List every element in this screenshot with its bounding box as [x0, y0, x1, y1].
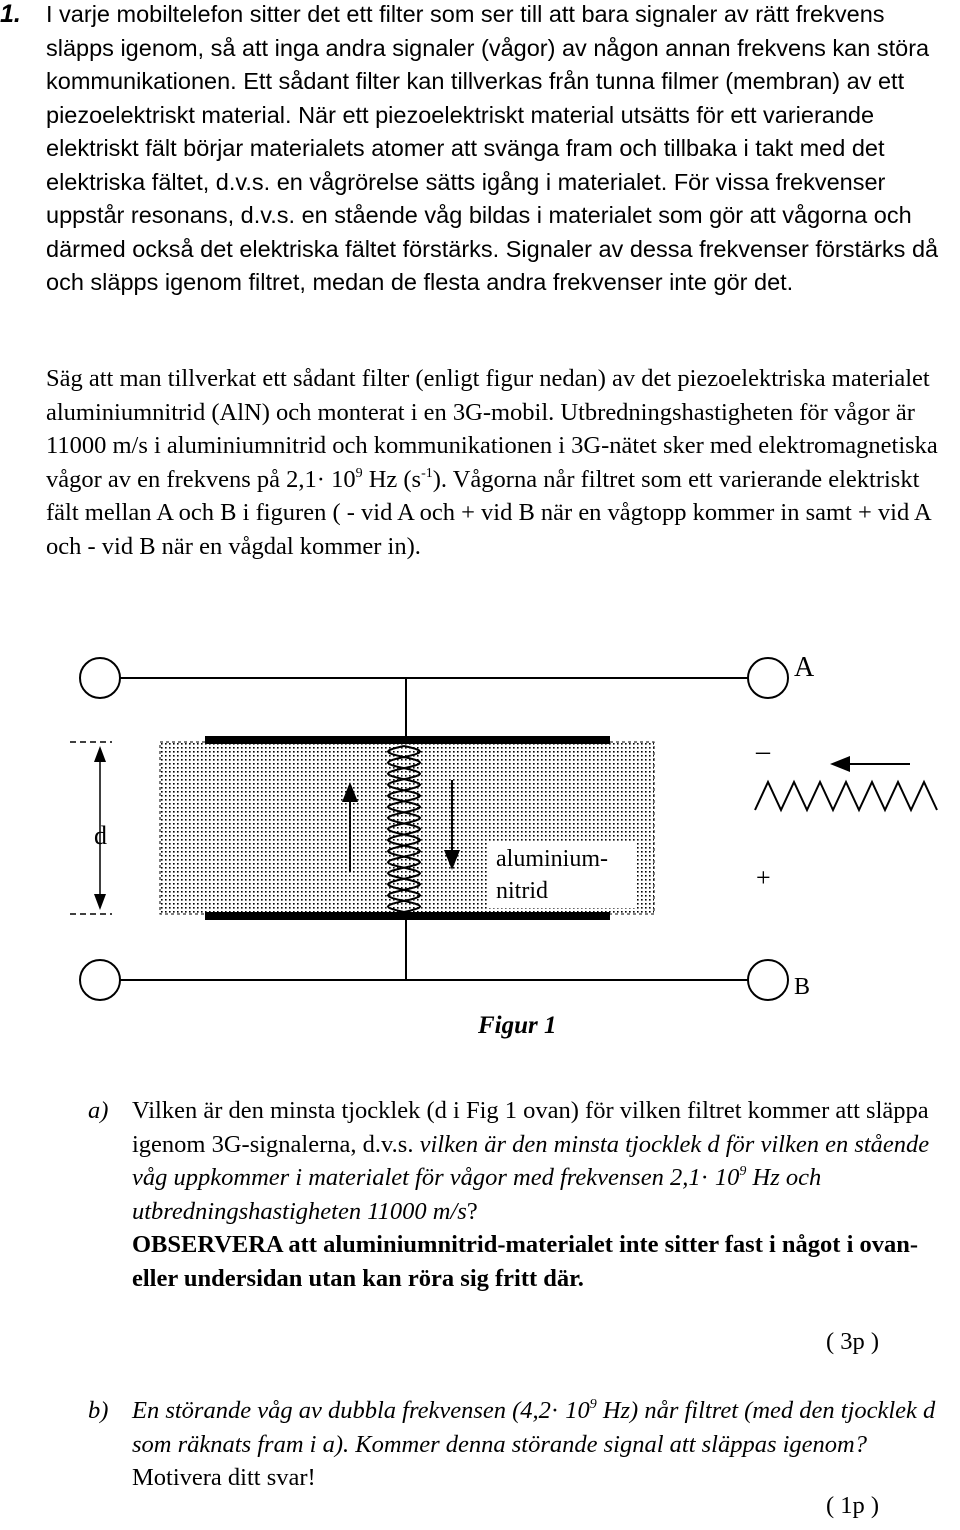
- subquestion-b-label: b): [88, 1397, 109, 1424]
- subquestion-a-text-1: Vilken är den minsta tjocklek (d i Fig 1 ovan) för vilken filtret kommer att släppa igenom 3G-signalerna, d.v.s.: [132, 1097, 929, 1158]
- subquestion-a-italic-2: 10: [708, 1164, 740, 1191]
- multiplication-dot: ·: [700, 1164, 709, 1191]
- setup-paragraph: [46, 362, 958, 563]
- top-wire: [120, 678, 748, 736]
- material-label-line1: aluminium-: [496, 846, 608, 872]
- terminal-a-circle: [748, 658, 788, 698]
- setup-text-2: 10: [324, 465, 356, 493]
- multiplication-dot: ·: [316, 465, 325, 493]
- multiplication-dot: ·: [550, 1397, 560, 1424]
- subquestion-b-italic-1: En störande våg av dubbla frekvensen (4,2: [132, 1397, 551, 1424]
- terminal-b-label: B: [794, 974, 811, 1000]
- minus-label: –: [756, 736, 770, 767]
- setup-text-1: Säg att man tillverkat ett sådant filter (enligt figur nedan) av det piezoelektriska materialet aluminiumnitrid (AlN) och monterat i en 3G-mobil. Utbredningshastigheten för vågor är 11000 m/s i aluminiumnitrid och kommunikationen i 3G-nätet sker med elektromagnetiska vågor av en frekvens på 2,1: [46, 365, 938, 493]
- intro-paragraph: I varje mobiltelefon sitter det ett filter som ser till att bara signaler av rätt frekvens släpps igenom, så att inga andra signaler (vågor) av någon annan frekvens kan störa kommunikationen. Ett sådant filter kan tillverkas från tunna filmer (membran) av ett piezoelektriskt material. När ett piezoelektriskt material utsätts för ett varierande elektriskt fält börjar materialets atomer att svänga fram och tillbaka i takt med det elektriska fältet, d.v.s. en vågrörelse sätts igång i materialet. För vissa frekvenser uppstår resonans, d.v.s. en stående våg bildas i materialet som gör att vågorna och därmed också det elektriska fältet förstärks. Signaler av dessa frekvenser förstärks då och släpps igenom filtret, medan de flesta andra frekvenser inte gör det.: [46, 1, 939, 295]
- subquestion-b-italic-2: 10: [559, 1397, 590, 1424]
- subquestion-a-question-mark: ?: [466, 1197, 478, 1225]
- plus-label: +: [756, 863, 771, 892]
- material-label-line2: nitrid: [496, 878, 548, 904]
- subquestion-b-exponent: 9: [589, 1397, 597, 1412]
- terminal-b-circle: [748, 960, 788, 1000]
- subquestion-a-exponent: 9: [739, 1164, 747, 1179]
- terminal-circle-bottom-left: [80, 960, 120, 1000]
- terminal-a-label: A: [794, 652, 815, 683]
- setup-text-3: Hz (s: [362, 465, 422, 493]
- filter-diagram: [0, 630, 960, 1070]
- subquestion-a-italic-3: Hz och utbredningshastigheten 11000 m/s: [132, 1164, 822, 1225]
- setup-text-4: ). Vågorna når filtret som ett varierande elektriskt fält mellan A och B i figuren ( - vid A och + vid B när en vågtopp kommer in samt + vid A och - vid B när en vågdal kommer in).: [46, 465, 931, 560]
- question-number: 1.: [0, 0, 21, 28]
- subquestion-b-text-plain: Motivera ditt svar!: [132, 1464, 316, 1491]
- subquestion-a-text: [132, 1094, 960, 1295]
- observation-note: OBSERVERA att aluminiumnitrid-materialet inte sitter fast i något i ovan- eller undersidan utan kan röra sig fritt där.: [132, 1231, 919, 1292]
- subquestion-a-italic-1: vilken är den minsta tjocklek d för vilken en stående våg uppkommer i materialet för vågor med frekvensen 2,1: [132, 1130, 930, 1191]
- points-a: ( 3p ): [826, 1328, 880, 1355]
- unit-exponent: -1: [421, 465, 433, 481]
- points-b: ( 1p ): [826, 1492, 880, 1519]
- bottom-wire: [120, 920, 748, 980]
- subquestion-b-text: [132, 1394, 960, 1495]
- filter-figure: [0, 630, 960, 1070]
- subquestion-b-italic-3: Hz) når filtret (med den tjocklek d som räknats fram i a). Kommer denna störande signal att släppas igenom?: [132, 1397, 936, 1458]
- thickness-label: d: [94, 821, 107, 850]
- incoming-wave: [755, 782, 937, 810]
- frequency-exponent: 9: [355, 465, 363, 481]
- wave-direction-arrow: [830, 756, 910, 772]
- terminal-circle-top-left: [80, 658, 120, 698]
- figure-caption: Figur 1: [478, 1012, 557, 1039]
- subquestion-a-label: a): [88, 1097, 109, 1124]
